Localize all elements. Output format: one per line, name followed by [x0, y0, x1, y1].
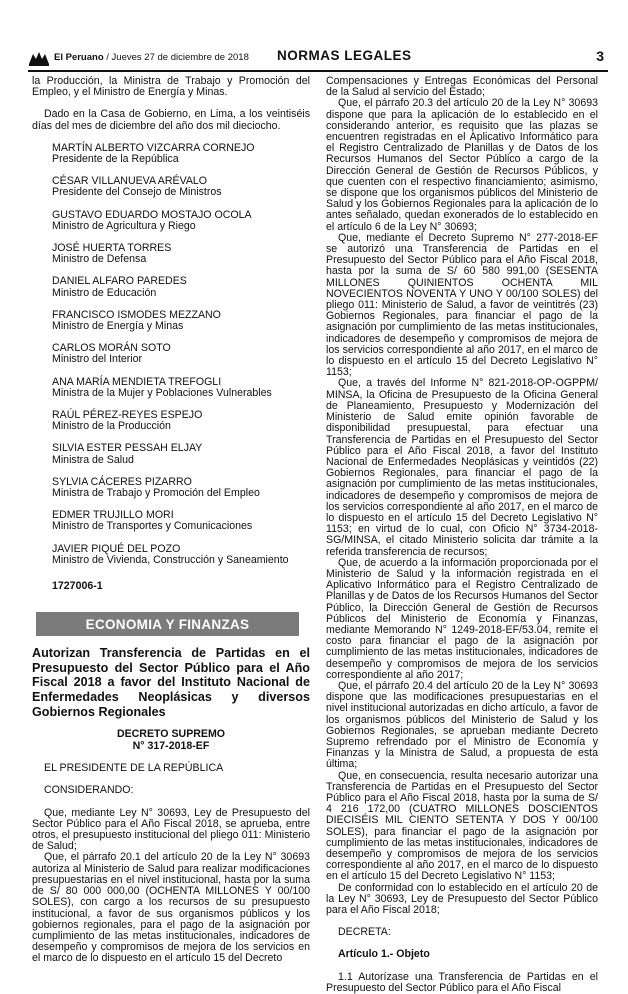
publication-line [54, 52, 249, 63]
paragraph: De conformidad con lo establecido en el artículo 20 de la Ley N° 30693, Ley de Presupuesto del Sector Público para el Año Fiscal 2018; [326, 881, 598, 917]
signatory [52, 210, 310, 232]
considerando-label: CONSIDERANDO: [44, 784, 134, 797]
signatory [52, 176, 310, 198]
paragraph: Que, de acuerdo a la información proporcionada por el Ministerio de Salud y la información registrada en el Aplicativo Informático para el Registro Centralizado de Planillas y de Datos de los Recursos Humanos del Sector Público, la Dirección General de Gestión de Recursos Públicos del Ministerio de Economía y Finanzas, mediante Memorando N° 1249-2018-EF/53.04, remite el costo para financiar el pago de la asignación por cumplimiento de las metas institucionales, indicadores de desempeño y compromisos de mejora de los servicios correspondiente al año 2017; [326, 556, 598, 681]
signatories-list [32, 143, 310, 566]
decreto-label: DECRETO SUPREMO [116, 728, 226, 741]
publication-date: / Jueves 27 de diciembre de 2018 [106, 52, 249, 63]
decreta-label: DECRETA: [338, 926, 391, 939]
paragraph: 1.1 Autorízase una Transferencia de Partidas en el Presupuesto del Sector Público para el Año Fiscal [326, 970, 598, 994]
header-rule [28, 70, 608, 72]
signatory-name: JOSÉ HUERTA TORRES [52, 242, 172, 255]
signatory [52, 443, 310, 465]
signatory [52, 410, 310, 432]
signatory-role: Ministro de Energía y Minas [52, 320, 184, 333]
signatory-role: Ministra de Trabajo y Promoción del Empleo [52, 487, 260, 500]
el-peruano-logo [28, 50, 50, 66]
left-column [32, 76, 310, 965]
paragraph: Compensaciones y Entregas Económicas del Personal de la Salud al servicio del Estado; [326, 75, 598, 99]
section-title: NORMAS LEGALES [277, 48, 412, 63]
right-column [326, 76, 598, 994]
signatory [52, 310, 310, 332]
signatory-role: Ministro de Vivienda, Construcción y Saneamiento [52, 553, 289, 566]
signatory-name: CÉSAR VILLANUEVA ARÉVALO [52, 175, 208, 188]
signatory-name: RAÚL PÉREZ-REYES ESPEJO [52, 409, 203, 422]
paragraph: Que, el párrafo 20.4 del artículo 20 de la Ley N° 30693 dispone que las modificaciones presupuestarias en el nivel institucional autorizadas en dicho artículo, a favor de los organismos públicos del Ministerio de Salud y los Gobiernos Regionales, se aprueban mediante Decreto Supremo refrendado por el Ministro de Economía y Finanzas y la Ministra de Salud, a propuesta de esta última; [326, 679, 598, 771]
signatory-role: Presidente del Consejo de Ministros [52, 186, 222, 199]
paragraph: Que, mediante el Decreto Supremo N° 277-2018-EF se autorizó una Transferencia de Partidas en el Presupuesto del Sector Público para el Año Fiscal 2018, hasta por la suma de S/ 60 580 991,00 (SESENTA MILLONES QUINIENTOS OCHENTA MIL NOVECIENTOS NOVENTA Y UNO Y 00/100 SOLES) del pliego 011: Ministerio de Salud, a favor de veintitrés (23) Gobiernos Regionales, para financiar el pago de la asignación por cumplimiento de las metas institucionales, indicadores de desempeño y compromisos de mejora de los servicios correspondiente al año 2017, en el marco de lo dispuesto en el artículo 15 del Decreto Legislativo N° 1153; [326, 231, 598, 379]
norm-title: Autorizan Transferencia de Partidas en el Presupuesto del Sector Público para el Año Fiscal 2018 a favor del Instituto Nacional de Enfermedades Neoplásicas y diversos Gobiernos Regionales [32, 646, 310, 719]
signatory-name: CARLOS MORÁN SOTO [52, 342, 171, 355]
paragraph: Dado en la Casa de Gobierno, en Lima, a los veintiséis días del mes de diciembre del año dos mil dieciocho. [32, 108, 310, 132]
paragraph: Que, en consecuencia, resulta necesario autorizar una Transferencia de Partidas en el Presupuesto del Sector Público para el Año Fiscal 2018, hasta por la suma de S/ 4 216 172,00 (CUATRO MILLONES DOSCIENTOS DIECISÉIS MIL CIENTO SETENTA Y DOS Y 00/100 SOLES), para financiar el pago de la asignación por cumplimiento de las metas institucionales, indicadores de desempeño y compromisos de mejora de los servicios correspondiente al año 2017, en el marco de lo dispuesto en el artículo 15 del Decreto Legislativo N° 1153; [326, 769, 598, 883]
publication-name: El Peruano [54, 52, 104, 63]
signatory-role: Ministro de Transportes y Comunicaciones [52, 520, 253, 533]
decreto-number: N° 317-2018-EF [132, 739, 210, 752]
signatory-name: MARTÍN ALBERTO VIZCARRA CORNEJO [52, 141, 255, 154]
signatory-name: ANA MARÍA MENDIETA TREFOGLI [52, 375, 222, 388]
signatory-name: DANIEL ALFARO PAREDES [52, 275, 187, 288]
signatory-name: SYLVIA CÁCERES PIZARRO [52, 475, 192, 488]
signatory-role: Ministra de Salud [52, 453, 134, 466]
signatory-name: SILVIA ESTER PESSAH ELJAY [52, 442, 203, 455]
signatory-role: Ministra de la Mujer y Poblaciones Vulnerables [52, 386, 272, 399]
signatory-role: Ministro de Defensa [52, 253, 147, 266]
signatory-role: Presidente de la República [52, 153, 179, 166]
document-code: 1727006-1 [52, 580, 103, 593]
signatory-role: Ministro de la Producción [52, 420, 171, 433]
page-header [28, 46, 608, 70]
paragraph: Que, mediante Ley N° 30693, Ley de Presupuesto del Sector Público para el Año Fiscal 2018, se aprueba, entre otros, el presupuesto institucional del pliego 011: Ministerio de Salud; [32, 806, 310, 853]
signatory-name: FRANCISCO ISMODES MEZZANO [52, 308, 221, 321]
paragraph: Que, el párrafo 20.1 del artículo 20 de la Ley N° 30693 autoriza al Ministerio de Salud para realizar modificaciones presupuestarias en el nivel institucional, hasta por la suma de S/ 80 000 000,00 (OCHENTA MILLONES Y 00/100 SOLES), con cargo a los recursos de su presupuesto institucional, a favor de sus organismos públicos y los gobiernos regionales, para el pago de la asignación por cumplimiento de las metas institucionales, indicadores de desempeño y compromisos de mejora de los servicios en el marco de lo dispuesto en el artículo 15 del Decreto [32, 851, 310, 965]
signatory-name: JAVIER PIQUÉ DEL POZO [52, 542, 181, 555]
signatory [52, 143, 310, 165]
signatory [52, 477, 310, 499]
paragraph: Que, a través del Informe N° 821-2018-OP-OGPPM/ MINSA, la Oficina de Presupuesto de la Oficina General de Planeamiento, Presupuesto y Modernización del Ministerio de Salud emite opinión favorable de disponibilidad presupuestal, para efectuar una Transferencia de Partidas en el Presupuesto del Sector Público para el Año Fiscal 2018, a favor del Instituto Nacional de Enfermedades Neoplásicas y veintidós (22) Gobiernos Regionales, para financiar el pago de la asignación por cumplimiento de las metas institucionales, indicadores de desempeño y compromisos de mejora de los servicios correspondiente al año 2017, en el marco de lo dispuesto en el artículo 15 del Decreto Legislativo N° 1153; en virtud de lo cual, con Oficio N° 3734-2018-SG/MINSA, el citado Ministerio solicita dar trámite a la referida transferencia de recursos; [326, 377, 598, 558]
president-line: EL PRESIDENTE DE LA REPÚBLICA [44, 762, 224, 775]
signatory [52, 544, 310, 566]
decreto-heading [32, 729, 310, 752]
page-number: 3 [596, 48, 604, 64]
signatory-role: Ministro del Interior [52, 353, 143, 366]
paragraph: la Producción, la Ministra de Trabajo y Promoción del Empleo, y el Ministro de Energía y Minas. [32, 75, 310, 99]
signatory-role: Ministro de Educación [52, 286, 157, 299]
signatory [52, 377, 310, 399]
signatory-name: EDMER TRUJILLO MORI [52, 509, 174, 522]
signatory-role: Ministro de Agricultura y Riego [52, 219, 196, 232]
signatory [52, 243, 310, 265]
article-heading: Artículo 1.- Objeto [338, 948, 430, 961]
section-banner: ECONOMIA Y FINANZAS [36, 612, 299, 636]
signatory [52, 343, 310, 365]
signatory [52, 510, 310, 532]
paragraph: Que, el párrafo 20.3 del artículo 20 de la Ley N° 30693 dispone que para la aplicación de lo establecido en el considerando anterior, es requisito que las plazas se encuentren registradas en el Aplicativo Informático para el Registro Centralizado de Planillas y de Datos de los Recursos Humanos del Sector Público a cargo de la Dirección General de Gestión de Recursos Públicos, y que cuenten con el respectivo financiamiento; asimismo, se dispone que los organismos públicos del Ministerio de Salud y los Gobiernos Regionales para la aplicación de lo antes señalado, quedan exonerados de lo establecido en el artículo 6 de la Ley N° 30693; [326, 97, 598, 233]
signatory-name: GUSTAVO EDUARDO MOSTAJO OCOLA [52, 208, 252, 221]
signatory [52, 276, 310, 298]
